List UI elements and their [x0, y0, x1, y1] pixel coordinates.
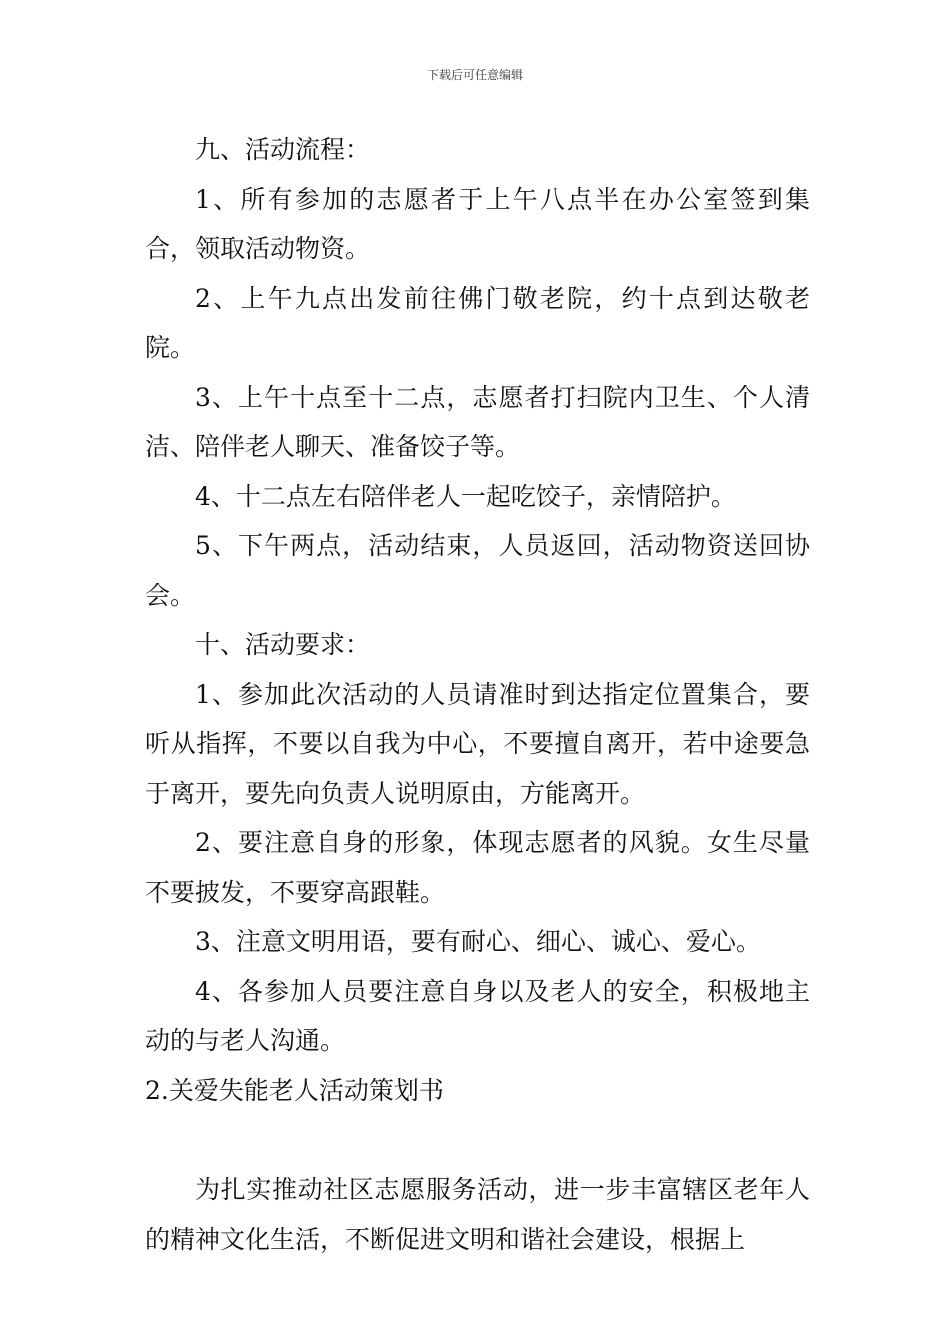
section-9-item-4: 4、十二点左右陪伴老人一起吃饺子，亲情陪护。	[195, 481, 736, 511]
section-10-item-1: 1、参加此次活动的人员请准时到达指定位置集合，要听从指挥，不要以自我为中心，不要擅自离开，若中途要急于离开，要先向负责人说明原由，方能离开。	[145, 679, 810, 808]
section-10-item-3: 3、注意文明用语，要有耐心、细心、诚心、爱心。	[195, 927, 761, 956]
section-9-item-3: 3、上午十点至十二点，志愿者打扫院内卫生、个人清洁、陪伴老人聊天、准备饺子等。	[145, 382, 810, 461]
section-9-title: 九、活动流程：	[195, 135, 371, 164]
document-2-title: 2.关爱失能老人活动策划书	[145, 1075, 444, 1105]
section-9-item-1: 1、所有参加的志愿者于上午八点半在办公室签到集合，领取活动物资。	[145, 184, 810, 263]
section-9-item-5: 5、下午两点，活动结束，人员返回，活动物资送回协会。	[145, 531, 810, 610]
section-9-item-2: 2、上午九点出发前往佛门敬老院，约十点到达敬老院。	[145, 283, 810, 362]
blank-gap	[145, 1115, 810, 1165]
section-10-item-2: 2、要注意自身的形象，体现志愿者的风貌。女生尽量不要披发，不要穿高跟鞋。	[145, 828, 810, 907]
section-10-item-4: 4、各参加人员要注意自身以及老人的安全，积极地主动的与老人沟通。	[145, 976, 810, 1055]
document-2-intro: 为扎实推动社区志愿服务活动，进一步丰富辖区老年人的精神文化生活，不断促进文明和谐社会建设，根据上	[145, 1175, 810, 1254]
section-10-title: 十、活动要求：	[195, 630, 371, 659]
page-header: 下载后可任意编辑	[426, 68, 523, 82]
document-body	[145, 125, 810, 1264]
